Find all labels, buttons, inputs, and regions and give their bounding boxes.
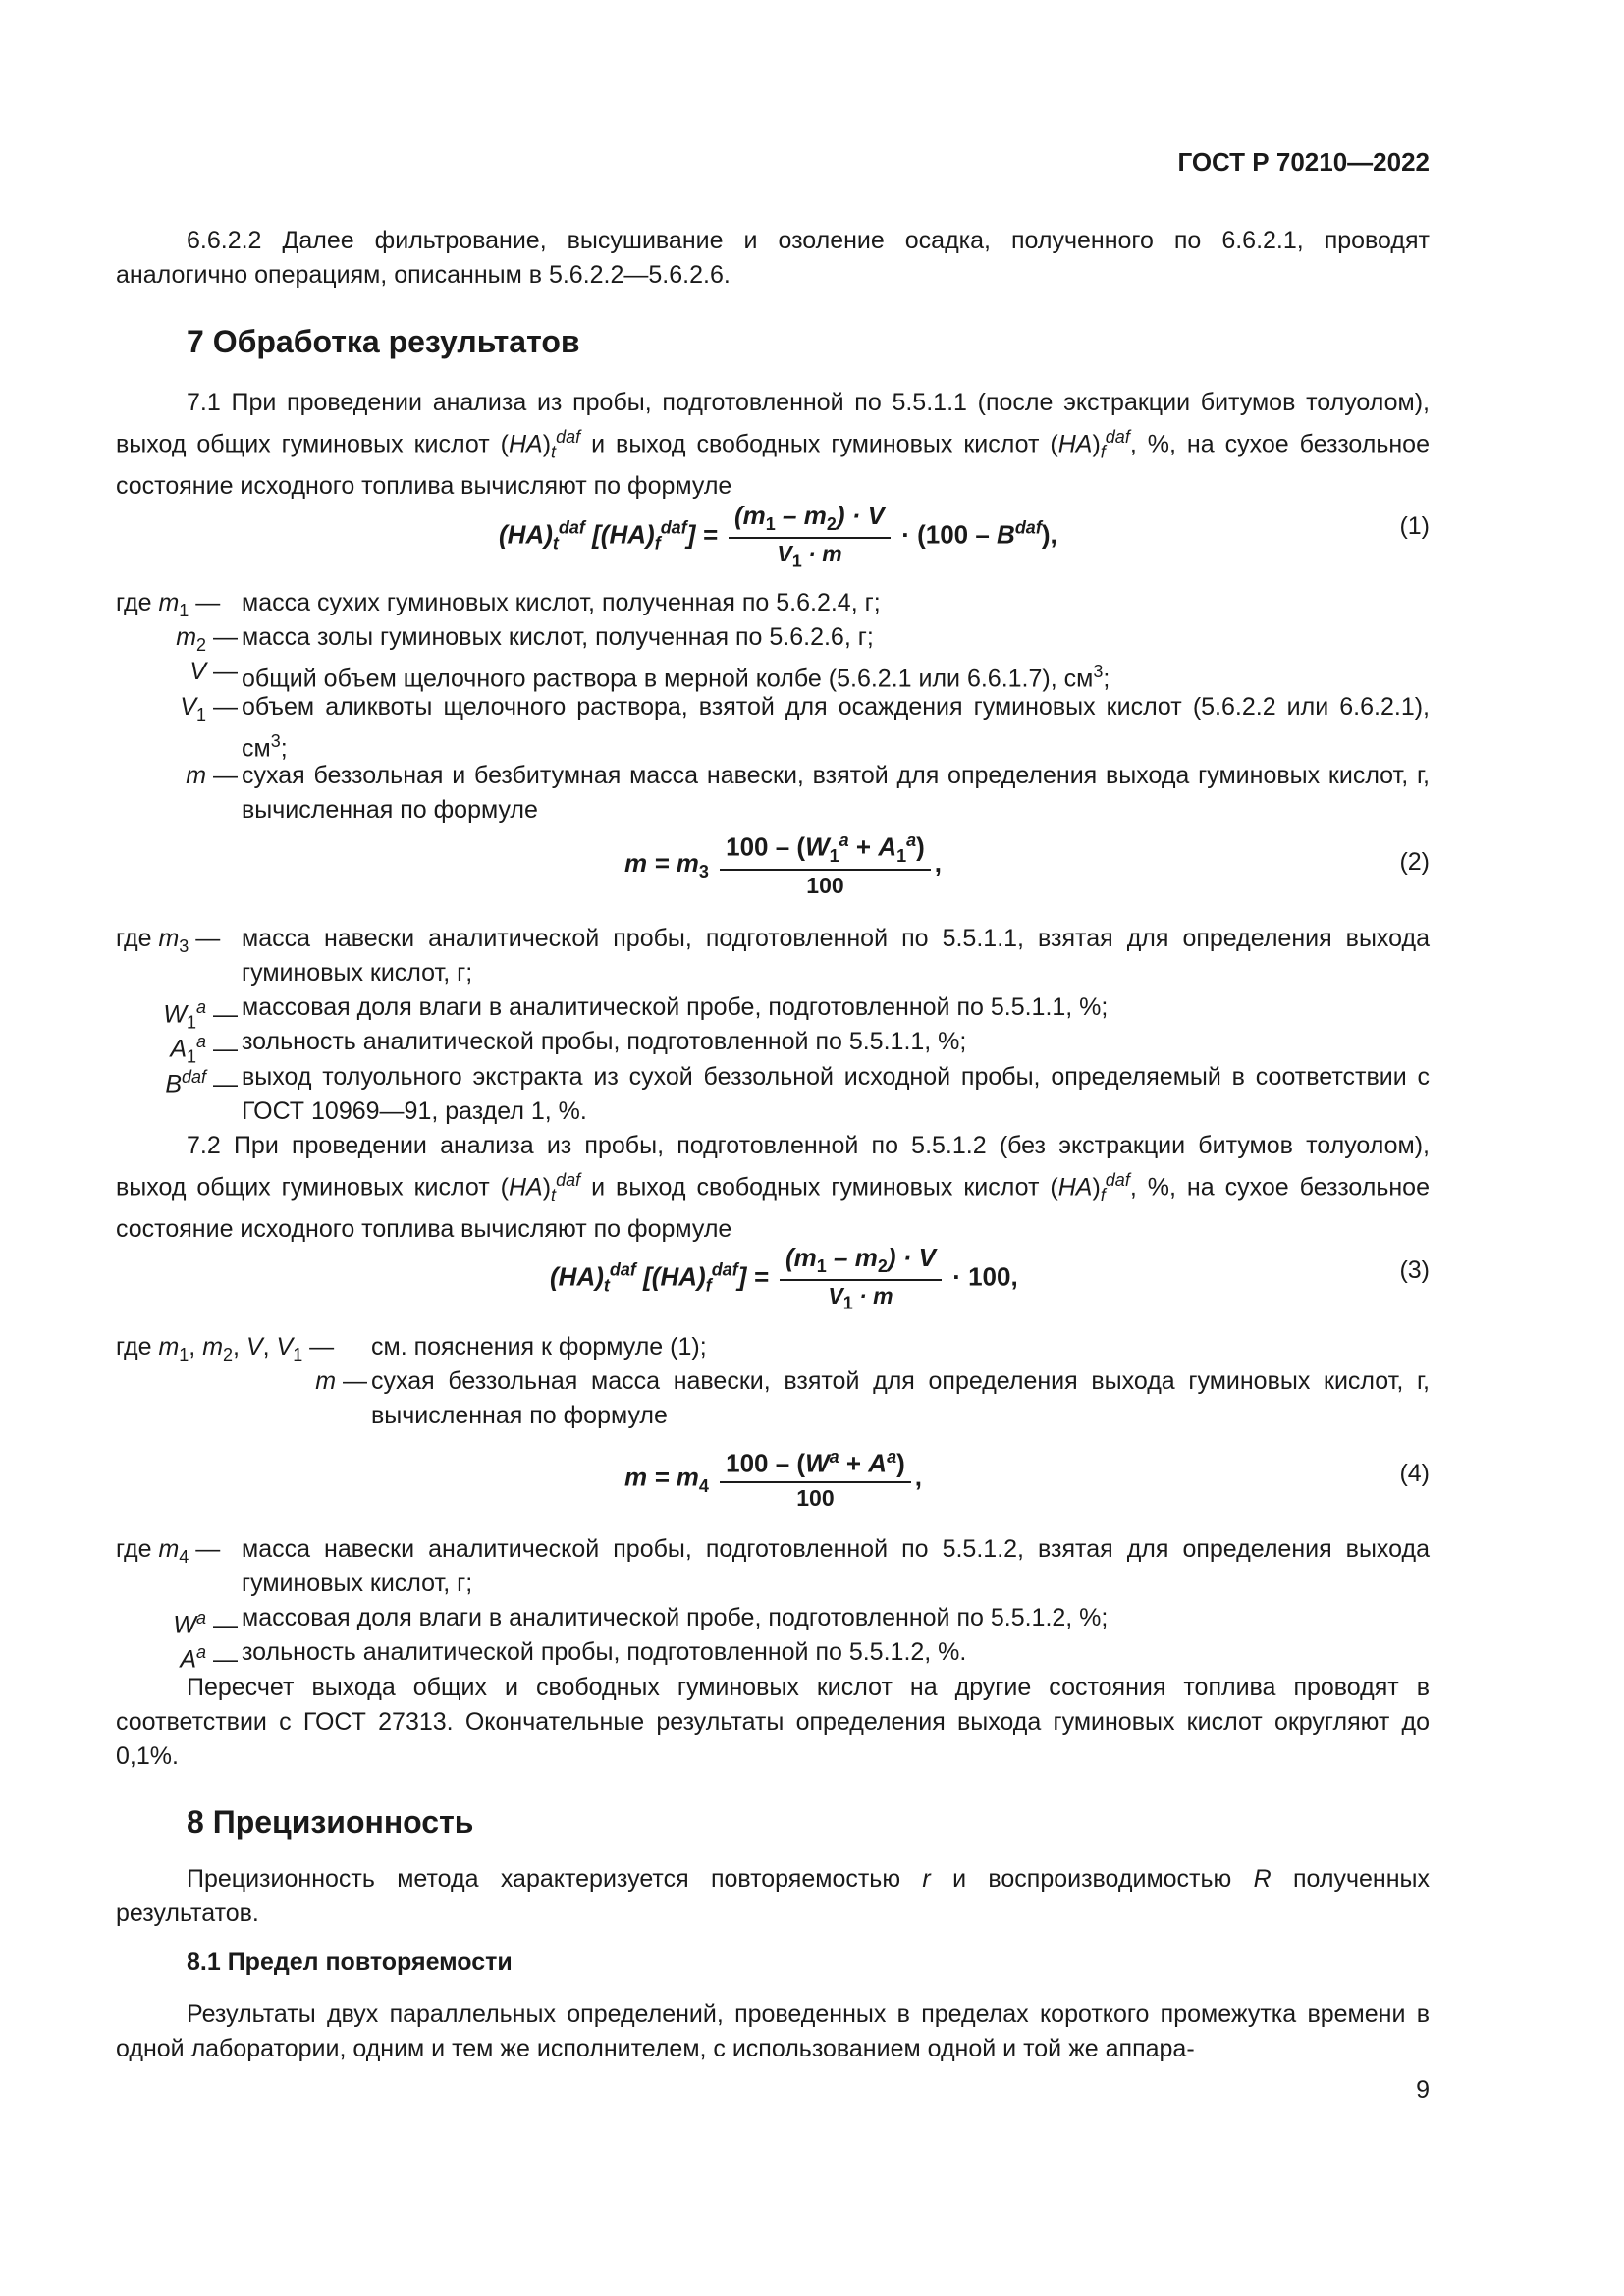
def-m1: масса сухих гуминовых кислот, полученная по 5.6.2.4, г; xyxy=(242,589,881,616)
formula-3: $(HA)_t^{daf}$ $[(HA)_f^{daf}]$ = $\frac{(m_1 - m_2) \cdot V}{V_1 \cdot m}$ · 100, xyxy=(550,1243,1018,1313)
def-m4: масса навески аналитической пробы, подготовленной по 5.5.1.2, взятая для определения выхода гуминовых кислот, г; xyxy=(242,1535,1430,1597)
section-8-title: 8 Прецизионность xyxy=(187,1804,474,1840)
sym-Bdaf: $B^{daf}$ — xyxy=(165,1067,238,1098)
formula-3-number: (3) xyxy=(1399,1256,1430,1284)
def-m-eq3: сухая беззольная масса навески, взятой для определения выхода гуминовых кислот, г, вычисленная по формуле xyxy=(371,1367,1430,1429)
def-m3: масса навески аналитической пробы, подготовленной по 5.5.1.1, взятая для определения выхода гуминовых кислот, г; xyxy=(242,925,1430,987)
def-Wa: массовая доля влаги в аналитической пробе, подготовленной по 5.5.1.2, %; xyxy=(242,1604,1109,1631)
sym-Wa: $W^a$ — xyxy=(173,1608,238,1639)
def-m2: масса золы гуминовых кислот, полученная по 5.6.2.6, г; xyxy=(242,623,874,651)
sym-m: m — xyxy=(186,762,238,789)
paragraph-8-1: Результаты двух параллельных определений, проведенных в пределах короткого промежутка времени в одной лаборатории, одним и тем же исполнителем, с использованием одной и той же аппара- xyxy=(116,2001,1430,2062)
def-Bdaf: выход толуольного экстракта из сухой беззольной исходной пробы, определяемый в соответствии с ГОСТ 10969—91, раздел 1, %. xyxy=(242,1063,1430,1125)
formula-2: $m = m_3$ $\frac{100 - (W_1^a + A_1^a)}{100}$ , xyxy=(624,830,943,898)
def-A1a: зольность аналитической пробы, подготовленной по 5.5.1.1, %; xyxy=(242,1028,967,1055)
formula-1: $(HA)_t^{daf}$ $[(HA)_f^{daf}]$ = $\frac{(m_1 - m_2) \cdot V}{V_1 \cdot m}$ · $(100 - B^{daf})$, xyxy=(499,501,1057,571)
sym-m3: где $m_3$ — xyxy=(116,925,221,956)
def-Aa: зольность аналитической пробы, подготовленной по 5.5.1.2, %. xyxy=(242,1638,967,1666)
page-number: 9 xyxy=(1416,2076,1430,2104)
where-label: где $m_1$ — xyxy=(116,589,221,620)
paragraph-6-6-2-2: 6.6.2.2 Далее фильтрование, высушивание и озоление осадка, полученного по 6.6.2.1, проводят аналогично операциям, описанным в 5.6.2.2—5.6.2.6. xyxy=(116,227,1430,289)
formula-4: $m = m_4$ $\frac{100 - (W^a + A^a)}{100}$ , xyxy=(624,1447,922,1511)
subsection-8-1-title: 8.1 Предел повторяемости xyxy=(187,1949,513,1976)
def-m: сухая беззольная и безбитумная масса навески, взятой для определения выхода гуминовых кислот, г, вычисленная по формуле xyxy=(242,762,1430,824)
sym-m4: где $m_4$ — xyxy=(116,1535,221,1567)
formula-1-number: (1) xyxy=(1399,512,1430,540)
def-see-formula-1: см. пояснения к формуле (1); xyxy=(371,1333,707,1361)
paragraph-recalculation: Пересчет выхода общих и свободных гуминовых кислот на другие состояния топлива проводят в соответствии с ГОСТ 27313. Окончательные результаты определения выхода гуминовых кислот округляют до 0,1%. xyxy=(116,1674,1430,1770)
sym-V: V — xyxy=(189,658,238,685)
document-header: ГОСТ Р 70210—2022 xyxy=(1177,147,1430,177)
def-W1a: массовая доля влаги в аналитической пробе, подготовленной по 5.5.1.1, %; xyxy=(242,993,1109,1021)
sym-W1a: $W_1^a$ — xyxy=(163,997,238,1033)
sym-A1a: $A_1^a$ — xyxy=(170,1032,238,1067)
sym-m2: $m_2$ — xyxy=(176,623,238,655)
formula-1-denominator: $V_1 \cdot m$ xyxy=(777,541,842,571)
section-7-title: 7 Обработка результатов xyxy=(187,324,580,359)
def-V1: объем аликвоты щелочного раствора, взятой для осаждения гуминовых кислот (5.6.2.2 или 6.6.2.1), $см^3$; xyxy=(242,693,1430,763)
def-V: общий объем щелочного раствора в мерной колбе (5.6.2.1 или 6.6.1.7), $см^3$; xyxy=(242,662,1110,693)
formula-1-numerator: $(m_1 - m_2) \cdot V$ xyxy=(729,501,891,539)
sym-V1: $V_1$ — xyxy=(180,693,238,724)
formula-2-numerator: $100 - (W_1^a + A_1^a)$ xyxy=(720,830,931,871)
sym-m-eq3: m — xyxy=(315,1367,367,1395)
formula-2-number: (2) xyxy=(1399,848,1430,876)
sym-m1-m2-V-V1: где $m_1$, $m_2$, V, $V_1$ — xyxy=(116,1333,335,1364)
paragraph-8-intro: Прецизионность метода характеризуется повторяемостью r и воспроизводимостью R полученных результатов. xyxy=(116,1865,1430,1927)
formula-4-number: (4) xyxy=(1399,1460,1430,1487)
formula-2-denominator: 100 xyxy=(806,872,844,898)
paragraph-7-2: 7.2 При проведении анализа из пробы, подготовленной по 5.5.1.2 (без экстракции битумов толуолом), выход общих гуминовых кислот $(HA)_t^{daf}$ и выход свободных гуминовых кислот $(HA)_f^{daf}$, %, на сухое беззольное состояние исходного топлива вычисляют по формуле xyxy=(116,1132,1430,1244)
paragraph-7-1: 7.1 При проведении анализа из пробы, подготовленной по 5.5.1.1 (после экстракции битумов толуолом), выход общих гуминовых кислот $(HA)_t^{daf}$ и выход свободных гуминовых кислот $(HA)_f^{daf}$, %, на сухое беззольное состояние исходного топлива вычисляют по формуле xyxy=(116,389,1430,501)
sym-Aa: $A^a$ — xyxy=(180,1642,238,1674)
